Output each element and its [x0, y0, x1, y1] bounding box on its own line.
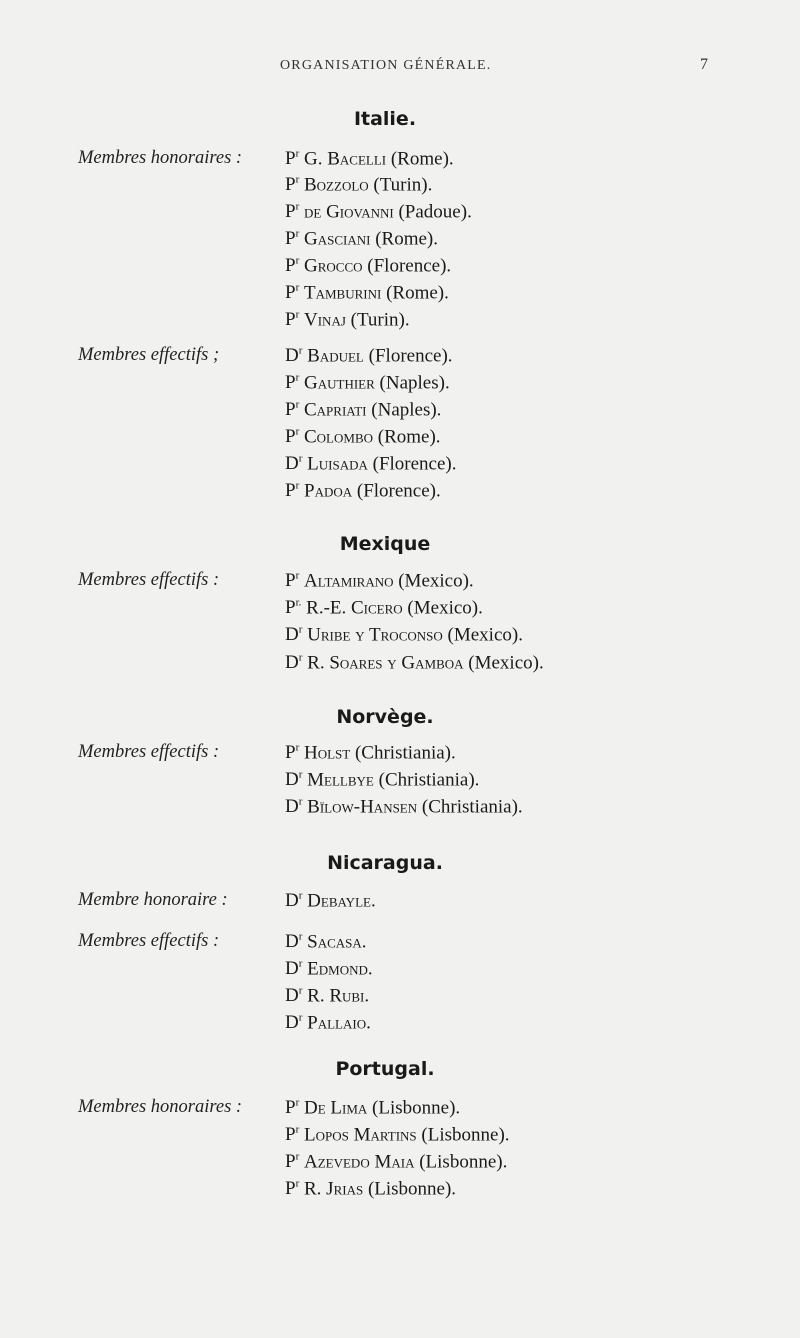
member-title: [285, 890, 302, 911]
member-name: Holst: [304, 742, 351, 764]
member-entry: [285, 1178, 456, 1200]
member-city: (Florence).: [368, 345, 453, 367]
membership-role-label: Membres effectifs ;: [78, 345, 220, 365]
member-title-letter: P: [285, 228, 296, 250]
member-title-letter: P: [285, 309, 296, 331]
member-city: (Rome).: [386, 282, 449, 304]
member-title-superscript: r: [298, 890, 303, 902]
member-title-letter: D: [285, 769, 299, 791]
member-name: Capriati: [304, 399, 367, 421]
member-title: [285, 1124, 299, 1145]
member-city: (Mexico).: [447, 624, 523, 646]
member-title-letter: P: [285, 570, 296, 592]
member-title-letter: P: [285, 1178, 296, 1200]
member-title: [285, 345, 302, 366]
member-name: Uribe y Troconso: [307, 624, 443, 646]
member-title-letter: P: [285, 255, 296, 277]
member-title-superscript: r: [295, 174, 300, 186]
member-title-letter: P: [285, 742, 296, 764]
member-entry: [285, 1151, 507, 1173]
member-entry: [285, 597, 483, 619]
member-title-superscript: r: [295, 426, 300, 438]
membership-role-label: Membres effectifs :: [78, 570, 220, 590]
member-title: [285, 1178, 299, 1199]
member-name: Gasciani: [304, 228, 371, 250]
member-title-letter: D: [285, 345, 299, 367]
member-title-superscript: r: [298, 769, 303, 781]
member-name: Bïlow-Hansen: [307, 796, 418, 818]
member-title: [285, 453, 302, 474]
member-title: [285, 201, 299, 222]
member-entry: [285, 796, 523, 818]
member-entry: [285, 570, 474, 592]
member-entry: [285, 890, 376, 912]
member-entry: [285, 399, 441, 421]
member-entry: [285, 652, 544, 674]
member-title-letter: D: [285, 931, 299, 953]
member-city: (Mexico).: [407, 597, 483, 619]
member-title-superscript: r: [295, 372, 300, 384]
member-title-superscript: r: [298, 796, 303, 808]
member-name: Azevedo Maia: [304, 1151, 415, 1173]
running-head: ORGANISATION GÉNÉRALE.: [280, 58, 492, 73]
member-name: Gauthier: [304, 372, 375, 394]
member-title: [285, 1151, 299, 1172]
member-city: (Turin).: [350, 309, 410, 331]
member-title: [285, 985, 302, 1006]
country-heading: Mexique: [339, 533, 431, 555]
member-title-letter: D: [285, 890, 299, 912]
member-title-letter: P: [285, 1097, 296, 1119]
member-title: [285, 148, 299, 169]
member-title: [285, 958, 302, 979]
member-title-superscript: r: [298, 652, 303, 664]
member-title-letter: P: [285, 597, 296, 619]
member-city: (Florence).: [367, 255, 452, 277]
member-city: (Florence).: [372, 453, 457, 475]
member-entry: [285, 228, 438, 250]
member-name: G. Bacelli: [304, 148, 387, 170]
member-entry: [285, 255, 451, 277]
member-name: De Lima: [304, 1097, 368, 1119]
member-entry: [285, 624, 523, 646]
member-name: R. Rubi.: [307, 985, 370, 1007]
member-name: Bozzolo: [304, 174, 369, 196]
member-title: [285, 372, 299, 393]
member-city: (Mexico).: [398, 570, 474, 592]
member-title-superscript: r: [295, 1151, 300, 1163]
member-entry: [285, 985, 369, 1007]
member-title: [285, 255, 299, 276]
member-title-letter: P: [285, 148, 296, 170]
member-title-superscript: r: [295, 742, 300, 754]
member-title-superscript: r: [298, 985, 303, 997]
member-name: de Giovanni: [304, 201, 394, 223]
member-title: [285, 652, 302, 673]
member-title-superscript: r: [298, 345, 303, 357]
member-title-letter: P: [285, 282, 296, 304]
member-name: Grocco: [304, 255, 363, 277]
member-title-superscript: r: [298, 624, 303, 636]
member-city: (Christiania).: [378, 769, 480, 791]
member-entry: [285, 148, 454, 170]
member-name: R.-E. Cicero: [306, 597, 403, 619]
member-title-letter: D: [285, 985, 299, 1007]
member-city: (Lisbonne).: [419, 1151, 508, 1173]
member-title-superscript: r.: [295, 597, 302, 609]
member-title-superscript: r: [295, 201, 300, 213]
member-title-superscript: r: [295, 399, 300, 411]
membership-role-label: Membres effectifs :: [78, 742, 220, 762]
member-title-letter: D: [285, 453, 299, 475]
member-title-letter: P: [285, 372, 296, 394]
member-title-letter: P: [285, 1124, 296, 1146]
member-title-superscript: r: [298, 1012, 303, 1024]
member-name: Edmond.: [307, 958, 373, 980]
member-title: [285, 426, 299, 447]
member-title: [285, 742, 299, 763]
member-title-superscript: r: [298, 453, 303, 465]
member-city: (Florence).: [356, 480, 441, 502]
member-entry: [285, 372, 450, 394]
member-entry: [285, 769, 479, 791]
membership-role-label: Membres effectifs :: [78, 931, 220, 951]
member-title: [285, 399, 299, 420]
member-title-letter: D: [285, 796, 299, 818]
member-city: (Lisbonne).: [421, 1124, 510, 1146]
member-title-superscript: r: [295, 1178, 300, 1190]
country-heading: Italie.: [353, 108, 417, 130]
member-name: Lopos Martins: [304, 1124, 417, 1146]
member-title-superscript: r: [295, 282, 300, 294]
member-entry: [285, 1012, 371, 1034]
member-title: [285, 597, 301, 618]
member-city: (Naples).: [379, 372, 450, 394]
member-title-superscript: r: [298, 958, 303, 970]
member-title-superscript: r: [295, 148, 300, 160]
member-name: Baduel: [307, 345, 364, 367]
member-title-superscript: r: [295, 255, 300, 267]
member-entry: [285, 480, 441, 502]
member-city: (Christiania).: [354, 742, 456, 764]
member-name: Sacasa.: [307, 931, 367, 953]
member-title-letter: D: [285, 1012, 299, 1034]
member-name: R. Jrias: [304, 1178, 364, 1200]
member-title-letter: D: [285, 624, 299, 646]
member-title: [285, 931, 302, 952]
member-entry: [285, 931, 367, 953]
member-entry: [285, 282, 449, 304]
country-heading: Nicaragua.: [327, 852, 443, 874]
member-title: [285, 570, 299, 591]
member-city: (Turin).: [373, 174, 433, 196]
member-name: Tamburini: [304, 282, 382, 304]
member-title: [285, 480, 299, 501]
member-title-letter: P: [285, 174, 296, 196]
member-title-superscript: r: [298, 931, 303, 943]
member-city: (Rome).: [390, 148, 454, 170]
member-title: [285, 1012, 302, 1033]
member-title-superscript: r: [295, 1097, 300, 1109]
member-name: Padoa: [304, 480, 353, 502]
member-title: [285, 282, 299, 303]
member-entry: [285, 958, 373, 980]
member-title: [285, 174, 299, 195]
member-city: (Padoue).: [398, 201, 472, 223]
member-entry: [285, 201, 472, 223]
member-title-superscript: r: [295, 228, 300, 240]
member-title-letter: P: [285, 1151, 296, 1173]
member-name: Vinaj: [304, 309, 346, 331]
member-name: Pallaio.: [307, 1012, 371, 1034]
member-title: [285, 228, 299, 249]
member-title-superscript: r: [295, 1124, 300, 1136]
member-city: (Christiania).: [421, 796, 523, 818]
member-title: [285, 769, 302, 790]
member-title: [285, 796, 302, 817]
member-title-letter: P: [285, 399, 296, 421]
member-name: Colombo: [304, 426, 374, 448]
member-name: R. Soares y Gamboa: [307, 652, 464, 674]
member-title-letter: D: [285, 958, 299, 980]
country-heading: Portugal.: [335, 1058, 435, 1080]
membership-role-label: Membre honoraire :: [78, 890, 228, 910]
member-title-superscript: r: [295, 570, 300, 582]
member-name: Mellbye: [307, 769, 374, 791]
member-entry: [285, 1124, 510, 1146]
member-city: (Mexico).: [468, 652, 544, 674]
member-entry: [285, 453, 457, 475]
member-name: Debayle.: [307, 890, 376, 912]
page-number: 7: [700, 56, 708, 73]
member-entry: [285, 345, 453, 367]
member-title: [285, 1097, 299, 1118]
member-city: (Rome).: [377, 426, 441, 448]
member-city: (Lisbonne).: [367, 1178, 457, 1200]
member-title-letter: P: [285, 426, 296, 448]
member-entry: [285, 1097, 460, 1119]
member-entry: [285, 174, 432, 196]
country-heading: Norvège.: [336, 706, 434, 728]
member-title-superscript: r: [295, 480, 300, 492]
member-title-letter: D: [285, 652, 299, 674]
member-title-letter: P: [285, 201, 296, 223]
membership-role-label: Membres honoraires :: [78, 148, 243, 168]
member-entry: [285, 309, 410, 331]
member-city: (Rome).: [375, 228, 438, 250]
member-title-superscript: r: [295, 309, 300, 321]
member-entry: [285, 742, 456, 764]
member-title-letter: P: [285, 480, 296, 502]
member-city: (Naples).: [371, 399, 442, 421]
member-city: (Lisbonne).: [372, 1097, 461, 1119]
member-name: Altamirano: [304, 570, 394, 592]
member-entry: [285, 426, 441, 448]
membership-role-label: Membres honoraires :: [78, 1097, 243, 1117]
member-title: [285, 309, 299, 330]
member-name: Luisada: [307, 453, 368, 475]
member-title: [285, 624, 302, 645]
